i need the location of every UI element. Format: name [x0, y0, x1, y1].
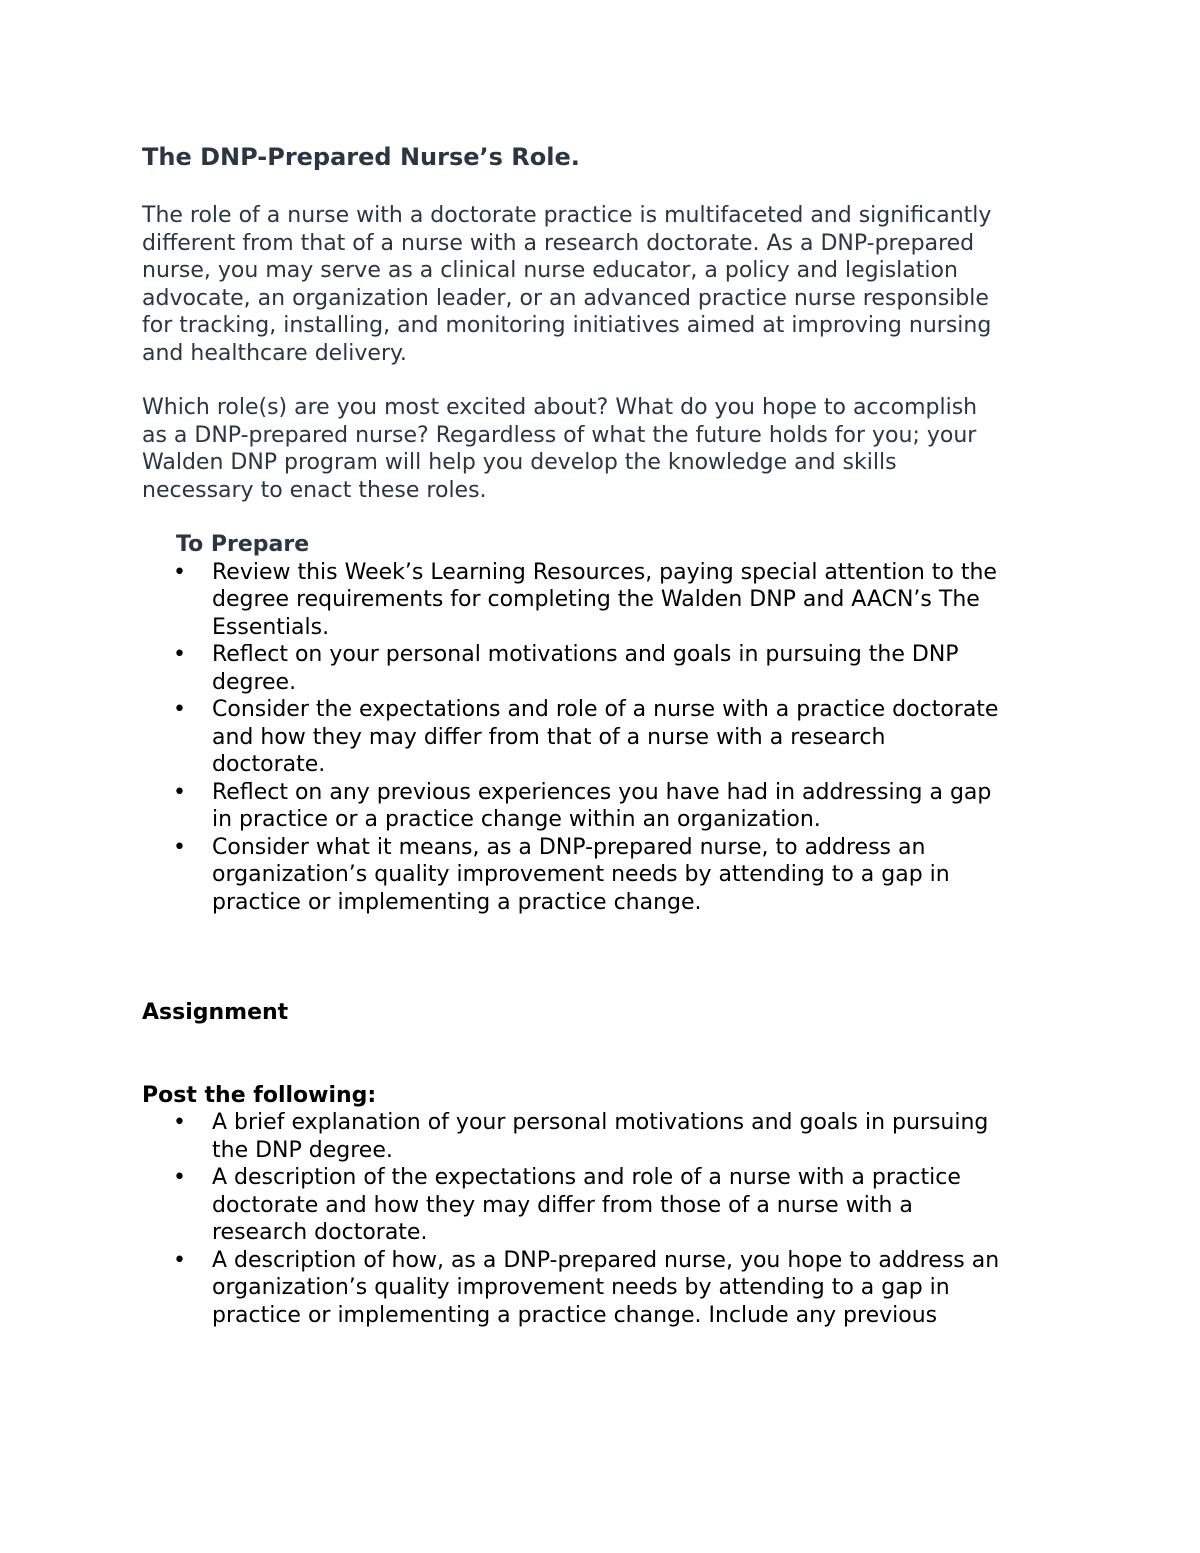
list-item-line: Consider the expectations and role of a nurse with a practice doctorate [212, 697, 999, 722]
question-line: Walden DNP program will help you develop the knowledge and skills [142, 450, 897, 475]
list-item [142, 696, 1072, 779]
post-following-heading: Post the following: [142, 1082, 377, 1108]
bullet-icon: • [173, 834, 186, 860]
list-item-line: A description of the expectations and role of a nurse with a practice [212, 1165, 961, 1190]
bullet-icon: • [173, 559, 186, 585]
list-item-line: organization’s quality improvement needs by attending to a gap in [212, 1275, 950, 1300]
list-item [142, 1109, 1072, 1164]
intro-line: different from that of a nurse with a research doctorate. As a DNP-prepared [142, 230, 975, 256]
list-item [142, 779, 1072, 834]
intro-line: nurse, you may serve as a clinical nurse educator, a policy and legislation [142, 258, 958, 283]
document-page [142, 140, 1072, 1329]
document-title: The DNP-Prepared Nurse’s Role. [142, 143, 580, 171]
question-paragraph [142, 394, 1072, 504]
list-item-line: doctorate and how they may differ from those of a nurse with a [212, 1192, 913, 1218]
intro-paragraph [142, 202, 1072, 367]
list-item-line: in practice or a practice change within an organization. [212, 807, 821, 832]
list-item-line: Review this Week’s Learning Resources, paying special attention to the [212, 559, 997, 585]
intro-line: The role of a nurse with a doctorate practice is multifaceted and significantly [142, 203, 992, 228]
list-item-line: organization’s quality improvement needs by attending to a gap in [212, 862, 950, 887]
list-item-line: A brief explanation of your personal motivations and goals in pursuing [212, 1110, 989, 1135]
bullet-icon: • [173, 1247, 186, 1273]
to-prepare-heading: To Prepare [176, 532, 310, 557]
question-line: as a DNP-prepared nurse? Regardless of what the future holds for you; your [142, 422, 977, 448]
list-item [142, 559, 1072, 642]
list-item [142, 641, 1072, 696]
list-item-line: practice or implementing a practice change. [212, 889, 702, 915]
intro-line: and healthcare delivery. [142, 340, 407, 366]
list-item [142, 834, 1072, 917]
list-item-line: research doctorate. [212, 1220, 428, 1245]
bullet-icon: • [173, 697, 186, 722]
post-following-list [142, 1109, 1072, 1329]
question-line: Which role(s) are you most excited about? What do you hope to accomplish [142, 395, 978, 420]
bullet-icon: • [173, 1165, 186, 1190]
intro-line: for tracking, installing, and monitoring initiatives aimed at improving nursing [142, 313, 992, 338]
to-prepare-list [142, 559, 1072, 917]
list-item [142, 1247, 1072, 1330]
list-item-line: Reflect on any previous experiences you have had in addressing a gap [212, 779, 992, 805]
question-line: necessary to enact these roles. [142, 477, 487, 503]
bullet-icon: • [173, 642, 186, 667]
list-item-line: degree. [212, 669, 297, 695]
list-item-line: Reflect on your personal motivations and goals in pursuing the DNP [212, 642, 959, 667]
list-item-line: Consider what it means, as a DNP-prepared nurse, to address an [212, 834, 926, 860]
list-item-line: degree requirements for completing the Walden DNP and AACN’s The [212, 587, 980, 612]
list-item [142, 1164, 1072, 1247]
list-item-line: Essentials. [212, 614, 330, 640]
bullet-icon: • [173, 779, 186, 805]
list-item-line: the DNP degree. [212, 1137, 393, 1163]
list-item-line: A description of how, as a DNP-prepared nurse, you hope to address an [212, 1247, 1000, 1273]
list-item-line: practice or implementing a practice change. Include any previous [212, 1302, 938, 1328]
assignment-heading: Assignment [142, 1000, 289, 1025]
intro-line: advocate, an organization leader, or an advanced practice nurse responsible [142, 285, 989, 311]
list-item-line: doctorate. [212, 752, 326, 777]
list-item-line: and how they may differ from that of a nurse with a research [212, 724, 886, 750]
bullet-icon: • [173, 1110, 186, 1135]
